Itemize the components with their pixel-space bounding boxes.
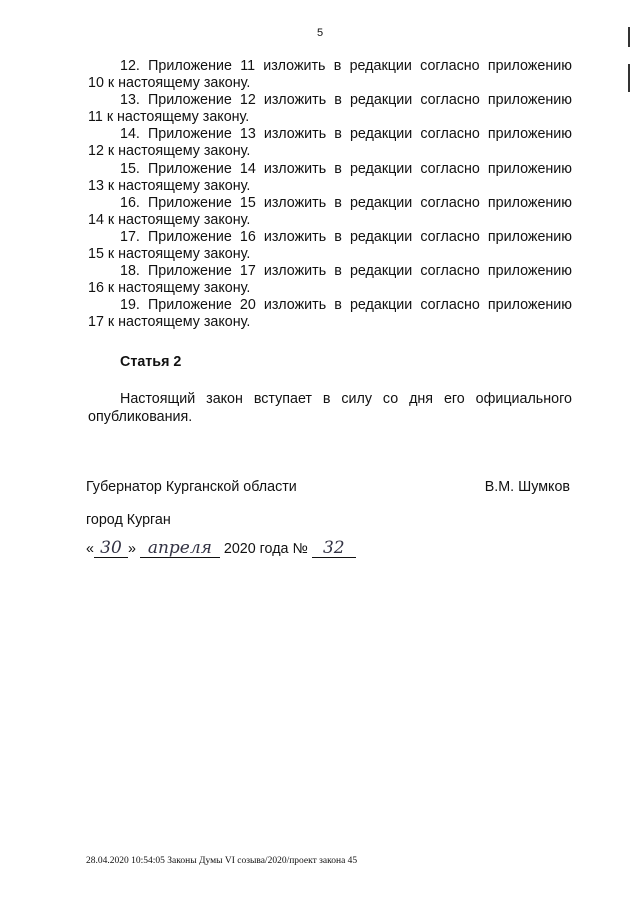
word: Приложение <box>147 160 232 177</box>
word: его <box>443 391 465 407</box>
word: со <box>382 391 399 407</box>
word: 13 <box>239 126 256 143</box>
word: в <box>334 126 342 143</box>
word: согласно <box>420 160 480 177</box>
amendment-item <box>88 92 572 126</box>
article-heading: Статья 2 <box>120 354 182 370</box>
word: 11 <box>240 58 256 74</box>
amendment-second-line: 17 к настоящему закону. <box>88 314 251 331</box>
word: редакции <box>349 160 413 177</box>
open-quote: « <box>86 541 94 557</box>
page-number: 5 <box>316 27 324 39</box>
word: согласно <box>420 92 480 109</box>
article-body <box>88 390 572 426</box>
amendment-item <box>88 297 572 331</box>
handwritten-law-number: 32 <box>312 539 356 558</box>
amendment-second-line: 13 к настоящему закону. <box>88 177 251 194</box>
word: редакции <box>349 126 413 143</box>
word: Приложение <box>147 297 232 314</box>
word: 18. <box>120 263 140 280</box>
amendment-first-line <box>88 195 572 212</box>
amendment-item <box>88 195 572 229</box>
word: 20 <box>239 297 256 314</box>
amendment-first-line <box>88 229 572 246</box>
word: приложению <box>487 126 572 143</box>
handwritten-month: апреля <box>140 539 220 558</box>
word: приложению <box>487 160 572 177</box>
word: Приложение <box>147 92 232 109</box>
word: 12. <box>120 58 140 74</box>
amendment-second-line: 12 к настоящему закону. <box>88 143 251 160</box>
amendment-item <box>88 58 572 92</box>
word: 14. <box>120 126 140 143</box>
scan-edge-mark <box>628 64 630 92</box>
governor-name: В.М. Шумков <box>484 479 570 495</box>
word: в <box>334 263 342 280</box>
word: согласно <box>420 297 480 314</box>
word: 16. <box>120 194 140 211</box>
word: согласно <box>420 194 480 211</box>
handwritten-day: 30 <box>94 539 128 558</box>
word: Приложение <box>147 263 232 280</box>
word: редакции <box>349 194 413 211</box>
amendment-item <box>88 263 572 297</box>
word: 13. <box>120 92 140 109</box>
amendment-item <box>88 229 572 263</box>
word: согласно <box>420 126 480 143</box>
amendment-first-line <box>88 92 572 109</box>
word: 15 <box>239 194 256 211</box>
word: изложить <box>263 194 327 211</box>
word: 15. <box>120 160 140 177</box>
word: Приложение <box>147 228 232 245</box>
amendment-item <box>88 126 572 160</box>
word: редакции <box>349 228 413 245</box>
close-quote: » <box>127 541 136 557</box>
word: редакции <box>349 297 413 314</box>
amendment-second-line: 15 к настоящему закону. <box>88 246 251 263</box>
amendment-second-line: 11 к настоящему закону. <box>88 109 250 126</box>
amendment-second-line: 14 к настоящему закону. <box>88 211 251 228</box>
word: редакции <box>349 263 413 280</box>
amendment-second-line: 10 к настоящему закону. <box>88 75 251 92</box>
word: Настоящий <box>120 391 196 407</box>
word: закон <box>206 391 243 407</box>
word: Приложение <box>148 58 232 74</box>
word: в <box>334 194 342 211</box>
word: изложить <box>263 92 327 109</box>
word: в <box>334 160 342 177</box>
governor-title: Губернатор Курганской области <box>86 479 297 495</box>
word: изложить <box>263 58 326 74</box>
word: 16 <box>239 228 256 245</box>
word: дня <box>409 391 434 407</box>
amendment-list <box>88 58 572 332</box>
word: приложению <box>487 263 572 280</box>
word: силу <box>341 391 373 407</box>
word: в <box>334 297 342 314</box>
word: в <box>334 228 342 245</box>
word: вступает <box>253 391 312 407</box>
word: согласно <box>420 228 480 245</box>
word: редакции <box>349 58 412 74</box>
word: 14 <box>239 160 256 177</box>
word: приложению <box>487 228 572 245</box>
word: Приложение <box>147 194 232 211</box>
word: в <box>322 391 331 407</box>
year-text: 2020 года № <box>223 541 308 557</box>
city-line: город Курган <box>86 512 171 528</box>
word: согласно <box>420 263 480 280</box>
word: изложить <box>263 126 327 143</box>
word: согласно <box>420 58 480 74</box>
amendment-item <box>88 161 572 195</box>
word: в <box>333 58 342 74</box>
word: приложению <box>487 58 572 74</box>
date-line <box>86 538 356 560</box>
word: приложению <box>487 297 572 314</box>
amendment-first-line <box>88 58 572 75</box>
word: изложить <box>263 228 327 245</box>
word: изложить <box>263 263 327 280</box>
amendment-first-line <box>88 263 572 280</box>
word: 17. <box>120 228 140 245</box>
word: 17 <box>239 263 256 280</box>
word: в <box>334 92 342 109</box>
word: изложить <box>263 160 327 177</box>
word: официального <box>475 391 572 407</box>
word: редакции <box>349 92 413 109</box>
amendment-second-line: 16 к настоящему закону. <box>88 280 251 297</box>
word: Приложение <box>147 126 232 143</box>
amendment-first-line <box>88 297 572 314</box>
amendment-first-line <box>88 126 572 143</box>
word: 12 <box>239 92 256 109</box>
word: приложению <box>487 194 572 211</box>
word: изложить <box>263 297 327 314</box>
word: приложению <box>487 92 572 109</box>
amendment-first-line <box>88 161 572 178</box>
footer-stamp: 28.04.2020 10:54:05 Законы Думы VI созыва/2020/проект закона 45 <box>86 856 358 866</box>
article-second-line: опубликования. <box>88 409 193 425</box>
article-first-line <box>88 390 572 408</box>
word: 19. <box>120 297 140 314</box>
